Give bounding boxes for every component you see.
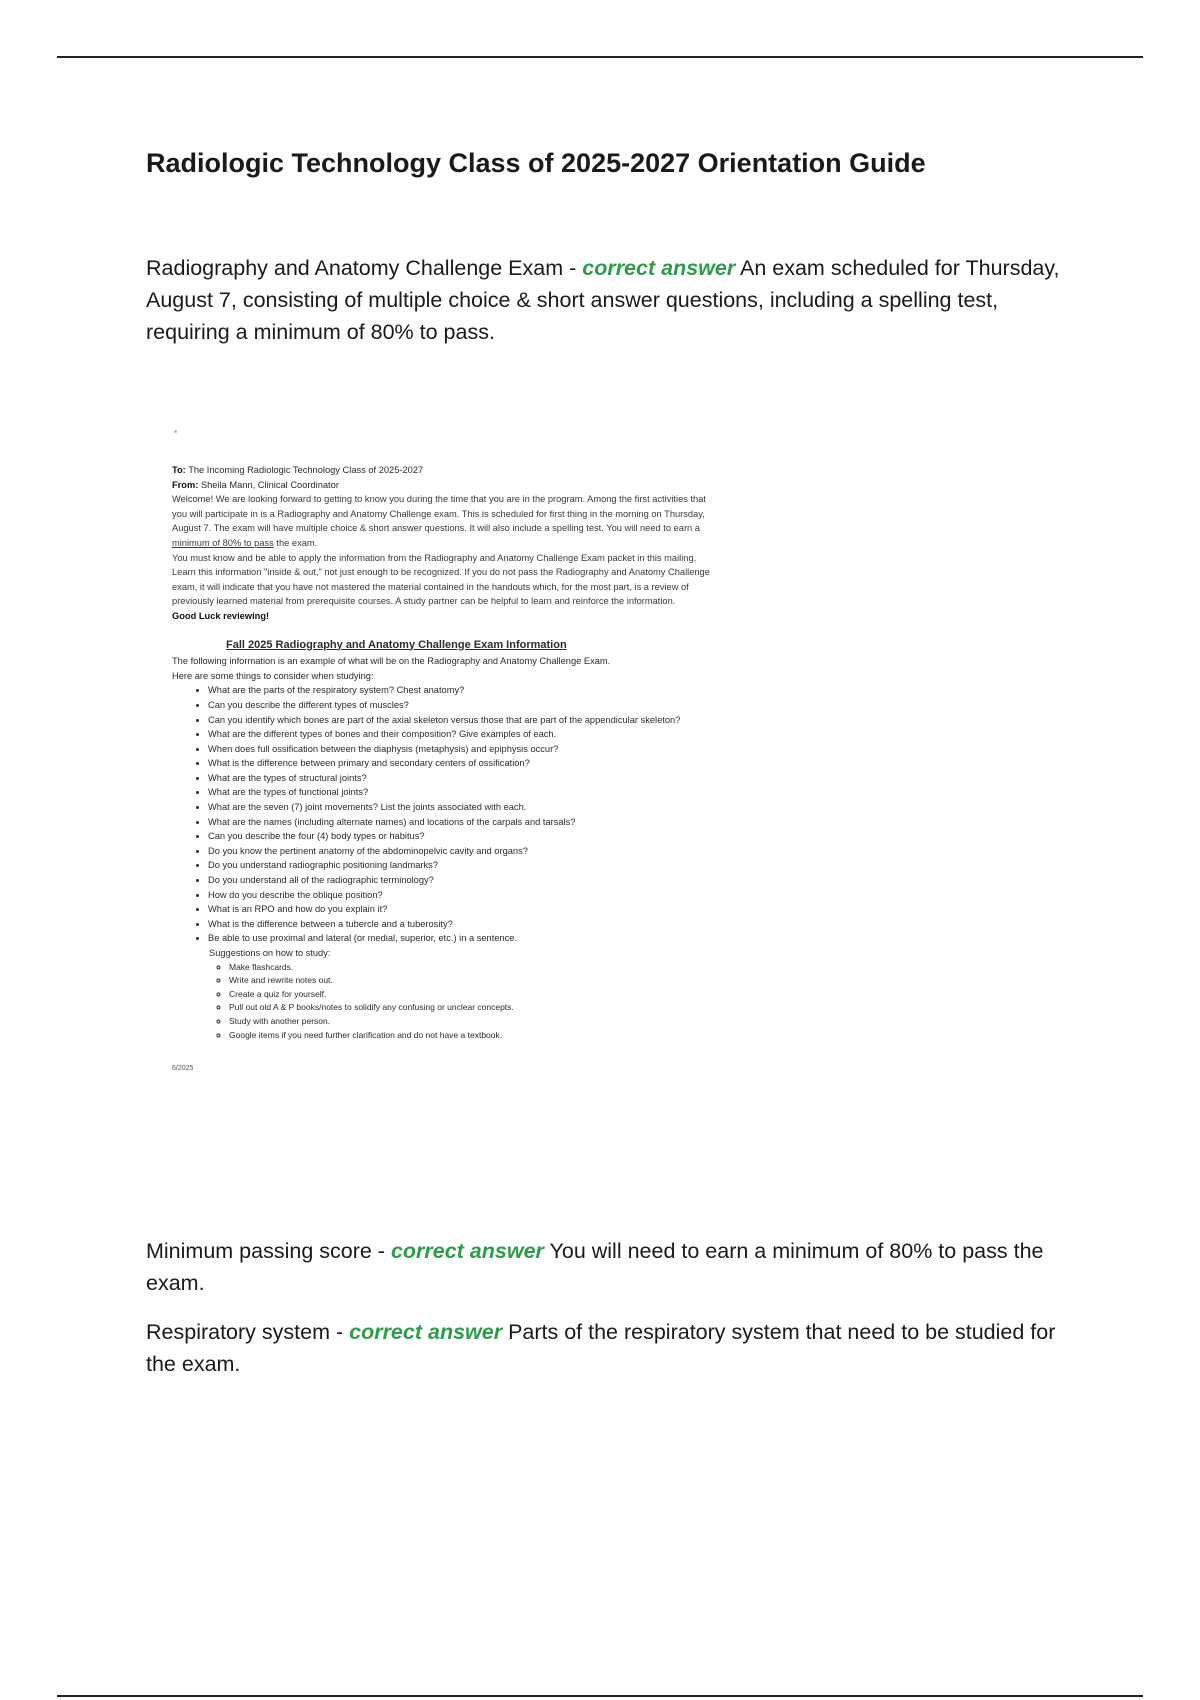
suggestion-list xyxy=(209,961,712,1043)
qa-entry-respiratory xyxy=(146,1316,1086,1380)
list-item: • What is an RPO and how do you explain it? xyxy=(208,902,712,917)
letter-date: 6/2025 xyxy=(172,1065,194,1073)
list-item: • What are the types of structural joints? xyxy=(208,771,712,786)
correct-answer-marker: correct answer xyxy=(349,1320,503,1344)
info-title: Fall 2025 Radiography and Anatomy Challenge Exam Information xyxy=(226,638,567,651)
list-item: ◦ Make flashcards. xyxy=(229,961,712,975)
list-item: • What is the difference between a tubercle and a tuberosity? xyxy=(208,917,712,932)
scan-speck xyxy=(174,430,177,433)
correct-answer-marker: correct answer xyxy=(582,256,736,280)
qa-separator: - xyxy=(330,1320,350,1344)
letter-paragraph-1: Welcome! We are looking forward to getting to know you during the time that you are in the program. Among the first activities that you will participate in is a Radiography and Anatomy Challenge exam. This is scheduled for first thing in the morning on Thursday, August 7. The exam will have multiple choice & short answer questions. It will also include a spelling test. You will need to earn a minimum of 80% to pass the exam. xyxy=(172,494,706,548)
list-item: • When does full ossification between the diaphysis (metaphysis) and epiphysis occur? xyxy=(208,742,712,757)
suggestions-title: Suggestions on how to study: xyxy=(209,948,331,958)
top-rule xyxy=(57,56,1143,58)
list-item: • What are the parts of the respiratory system? Chest anatomy? xyxy=(208,683,712,698)
list-item: • What is the difference between primary and secondary centers of ossification? xyxy=(208,756,712,771)
info-intro: The following information is an example of what will be on the Radiography and Anatomy Challenge Exam. xyxy=(172,656,611,667)
qa-term: Radiography and Anatomy Challenge Exam xyxy=(146,256,564,280)
list-item: ◦ Write and rewrite notes out. xyxy=(229,974,712,988)
qa-answer: You will need to earn a minimum of 80% to pass the exam. xyxy=(146,1239,1044,1295)
qa-answer: Parts of the respiratory system that need to be studied for the exam. xyxy=(146,1320,1056,1376)
question-list xyxy=(172,683,712,946)
list-item: • Do you understand radiographic positioning landmarks? xyxy=(208,858,712,873)
letter-to-line: To: The Incoming Radiologic Technology Class of 2025-2027 xyxy=(172,465,424,475)
list-item: • What are the names (including alternate names) and locations of the carpals and tarsals? xyxy=(208,815,712,830)
qa-term: Minimum passing score xyxy=(146,1239,372,1263)
letter-paragraph-2: You must know and be able to apply the information from the Radiography and Anatomy Challenge Exam packet in this mailing. Learn this information "inside & out," not just enough to be recognized. If you do not pass the Radiography and Anatomy Challenge exam, it will indicate that you have not mastered the material contained in the handouts which, for the most part, is a review of previously learned material from prerequisite courses. A study partner can be helpful to learn and reinforce the information. xyxy=(172,552,710,607)
list-item: • Be able to use proximal and lateral (or medial, superior, etc.) in a sentence. xyxy=(208,931,712,946)
qa-answer: An exam scheduled for Thursday, August 7, consisting of multiple choice & short answer questions, including a spelling test, requiring a minimum of 80% to pass. xyxy=(146,256,1060,344)
qa-entry-exam xyxy=(146,252,1086,348)
scanned-letter-image xyxy=(172,425,712,1155)
list-item: • What are the seven (7) joint movements? List the joints associated with each. xyxy=(208,800,712,815)
qa-term: Respiratory system xyxy=(146,1320,330,1344)
list-item: • Can you identify which bones are part of the axial skeleton versus those that are part of the appendicular skeleton? xyxy=(208,713,712,728)
list-item: • What are the different types of bones and their composition? Give examples of each. xyxy=(208,727,712,742)
letter-from-line: From: Sheila Mann, Clinical Coordinator xyxy=(172,479,339,490)
list-item: ◦ Create a quiz for yourself. xyxy=(229,988,712,1002)
page-title: Radiologic Technology Class of 2025-2027 Orientation Guide xyxy=(146,148,926,178)
list-item: • How do you describe the oblique position? xyxy=(208,888,712,903)
list-item: • Can you describe the four (4) body types or habitus? xyxy=(208,829,712,844)
list-item: • Do you know the pertinent anatomy of the abdominopelvic cavity and organs? xyxy=(208,844,712,859)
qa-separator: - xyxy=(371,1239,391,1263)
list-item: • Do you understand all of the radiographic terminology? xyxy=(208,873,712,888)
correct-answer-marker: correct answer xyxy=(390,1239,544,1263)
letter-closing: Good Luck reviewing! xyxy=(172,610,270,621)
qa-separator: - xyxy=(563,256,583,280)
list-item: • Can you describe the different types of muscles? xyxy=(208,698,712,713)
list-item: ◦ Study with another person. xyxy=(229,1015,712,1029)
list-item: ◦ Google items if you need further clarification and do not have a textbook. xyxy=(229,1029,712,1043)
list-item: ◦ Pull out old A & P books/notes to solidify any confusing or unclear concepts. xyxy=(229,1001,712,1015)
bottom-rule xyxy=(57,1695,1143,1697)
list-item: • What are the types of functional joints? xyxy=(208,785,712,800)
consider-line: Here are some things to consider when studying: xyxy=(172,670,374,681)
qa-entry-minimum-score xyxy=(146,1235,1086,1299)
